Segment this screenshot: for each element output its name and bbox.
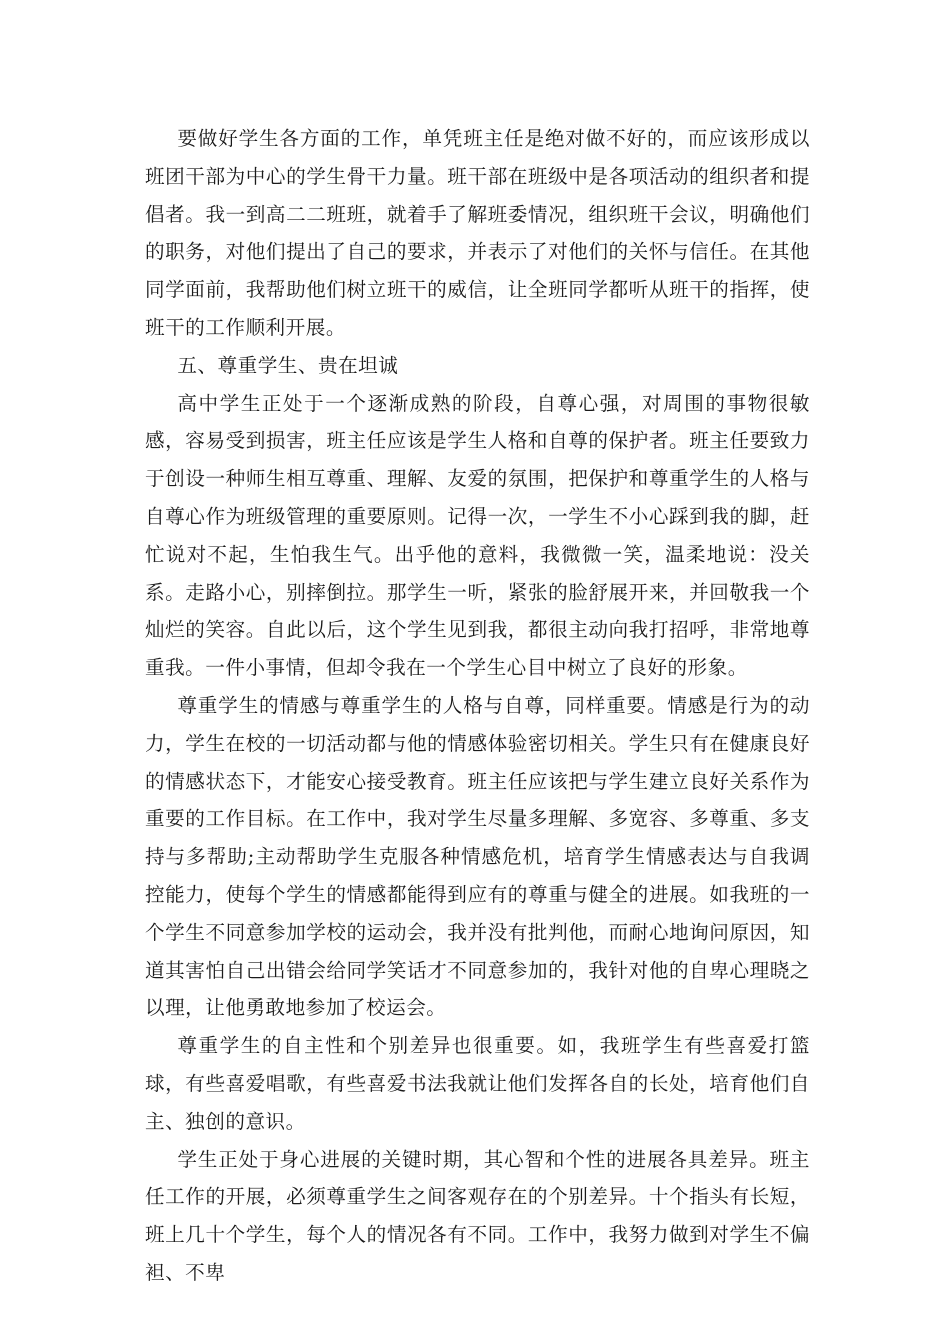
- paragraph-emotions: 尊重学生的情感与尊重学生的人格与自尊，同样重要。情感是行为的动力，学生在校的一切活动都与他的情感体验密切相关。学生只有在健康良好的情感状态下，才能安心接受教育。班主任应该把与学生建立良好关系作为重要的工作目标。在工作中，我对学生尽量多理解、多宽容、多尊重、多支持与多帮助;主动帮助学生克服各种情感危机，培育学生情感表达与自我调控能力，使每个学生的情感都能得到应有的尊重与健全的进展。如我班的一个学生不同意参加学校的运动会，我并没有批判他，而耐心地询问原因，知道其害怕自己出错会给同学笑话才不同意参加的，我针对他的自卑心理晓之以理，让他勇敢地参加了校运会。: [145, 693, 810, 1020]
- paragraph-autonomy: 尊重学生的自主性和个别差异也很重要。如，我班学生有些喜爱打篮球，有些喜爱唱歌，有些喜爱书法我就让他们发挥各自的长处，培育他们自主、独创的意识。: [145, 1034, 810, 1133]
- paragraph-class-cadres: 要做好学生各方面的工作，单凭班主任是绝对做不好的，而应该形成以班团干部为中心的学生骨干力量。班干部在班级中是各项活动的组织者和提倡者。我一到高二二班班，就着手了解班委情况，组织班干会议，明确他们的职务，对他们提出了自己的要求，并表示了对他们的关怀与信任。在其他同学面前，我帮助他们树立班干的威信，让全班同学都听从班干的指挥，使班干的工作顺利开展。: [145, 127, 810, 339]
- paragraph-individual-differences: 学生正处于身心进展的关键时期，其心智和个性的进展各具差异。班主任工作的开展，必须尊重学生之间客观存在的个别差异。十个指头有长短，班上几十个学生，每个人的情况各有不同。工作中，我努力做到对学生不偏袒、不卑: [145, 1147, 810, 1284]
- section-heading-respect-students: 五、尊重学生、贵在坦诚: [177, 353, 399, 377]
- document-body: [145, 120, 810, 1292]
- paragraph-self-esteem: 高中学生正处于一个逐渐成熟的阶段，自尊心强，对周围的事物很敏感，容易受到损害，班主任应该是学生人格和自尊的保护者。班主任要致力于创设一种师生相互尊重、理解、友爱的氛围，把保护和尊重学生的人格与自尊心作为班级管理的重要原则。记得一次，一学生不小心踩到我的脚，赶忙说对不起，生怕我生气。出乎他的意料，我微微一笑，温柔地说：没关系。走路小心，别摔倒拉。那学生一听，紧张的脸舒展开来，并回敬我一个灿烂的笑容。自此以后，这个学生见到我，都很主动向我打招呼，非常地尊重我。一件小事情，但却令我在一个学生心目中树立了良好的形象。: [145, 391, 810, 680]
